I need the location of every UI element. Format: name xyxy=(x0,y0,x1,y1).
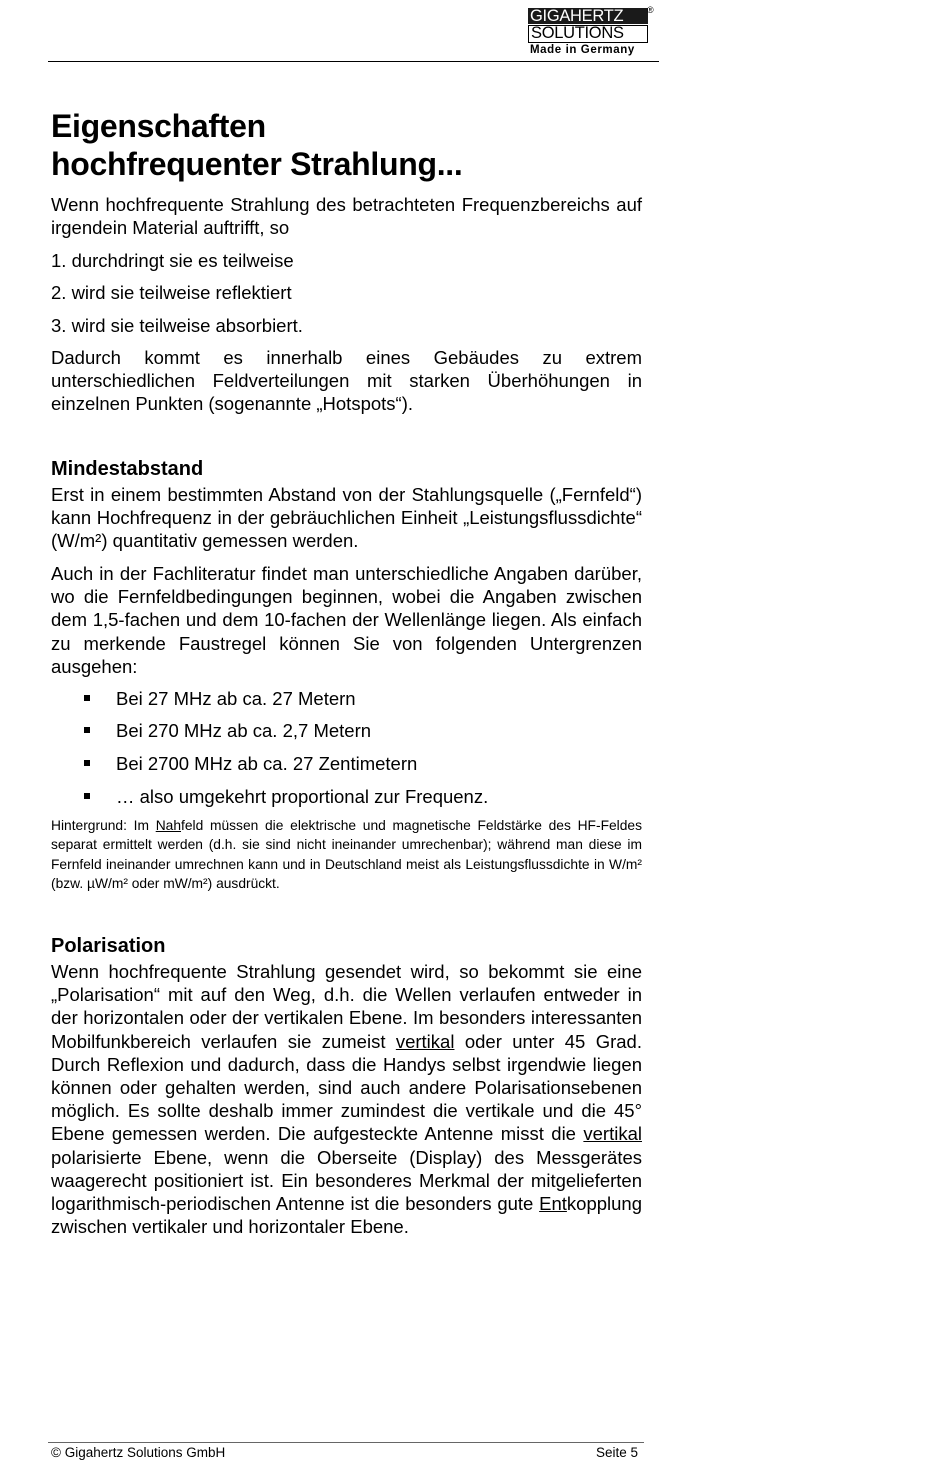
intro-conclusion: Dadurch kommt es innerhalb eines Gebäudes zu extrem unterschiedlichen Feldverteilungen mit starken Überhöhungen in einzelnen Punkten (sogenannte „Hotspots“). xyxy=(51,347,642,415)
page-title xyxy=(51,107,651,183)
background-note xyxy=(51,816,642,893)
intro-paragraph: Wenn hochfrequente Strahlung des betrachteten Frequenzbereichs auf irgendein Material auftrifft, so xyxy=(51,194,642,239)
registered-mark: ® xyxy=(647,5,654,15)
polarisation-text-3: polarisierte Ebene, wenn die Oberseite (Display) des Messgerätes waagerecht positioniert ist. Ein besonderes Merkmal der mitgelieferten logarithmisch-periodischen Antenne ist die besonders gute xyxy=(51,1146,642,1215)
logo-tagline: Made in Germany xyxy=(530,44,635,56)
background-note-text-b: feld müssen die elektrische und magnetische Feldstärke des HF-Feldes separat ermittelt werden (d.h. sie sind nicht ineinander umrechenbar); während man diese im Fernfeld ineinander umrechnen kann und in Deutschland meist als Leistungsflussdichte in W/m² (bzw. µW/m² oder mW/m²) ausdrückt. xyxy=(51,818,642,891)
intro-list-item-2: 2. wird sie teilweise reflektiert xyxy=(51,282,292,303)
distance-list-item-text: Bei 270 MHz ab ca. 2,7 Metern xyxy=(116,720,372,741)
distance-list-item-text: … also umgekehrt proportional zur Frequenz. xyxy=(116,786,489,807)
bullet-square-icon xyxy=(84,793,90,799)
footer-divider xyxy=(48,1442,644,1443)
intro-list-item-1: 1. durchdringt sie es teilweise xyxy=(51,250,294,271)
background-note-text-a: Hintergrund: Im xyxy=(51,818,156,833)
polarisation-text-2: oder unter 45 Grad. Durch Reflexion und dadurch, dass die Handys selbst irgendwie liegen können oder gehalten werden, sind auch andere Polarisationsebenen möglich. Es sollte deshalb immer zumindest die vertikale und die 45° Ebene gemessen werden. Die aufgesteckte Antenne misst die xyxy=(51,1030,642,1145)
mindestabstand-paragraph-1: Erst in einem bestimmten Abstand von der Stahlungsquelle („Fernfeld“) kann Hochfrequenz in der gebräuchlichen Einheit „Leistungsflussdichte“ (W/m²) quantitativ gemessen werden. xyxy=(51,484,642,552)
polarisation-underlined-3: Ent xyxy=(539,1193,567,1215)
bullet-square-icon xyxy=(84,695,90,701)
polarisation-text-4: kopplung zwischen vertikaler und horizontaler Ebene. xyxy=(51,1193,642,1238)
polarisation-text-1: Wenn hochfrequente Strahlung gesendet wird, so bekommt sie eine „Polarisation“ mit auf den Weg, d.h. die Wellen verlaufen entweder in der horizontalen oder der vertikalen Ebene. Im besonders interessanten Mobilfunkbereich verlaufen sie zumeist xyxy=(51,961,642,1052)
header-divider xyxy=(48,61,659,62)
distance-list-item-text: Bei 27 MHz ab ca. 27 Metern xyxy=(116,688,356,709)
mindestabstand-paragraph-2: Auch in der Fachliteratur findet man unterschiedliche Angaben darüber, wo die Fernfeldbedingungen beginnen, wobei die Angaben zwischen dem 1,5-fachen und dem 10-fachen der Wellenlänge liegen. Als einfach zu merkende Faustregel können Sie von folgenden Untergrenzen ausgehen: xyxy=(51,563,642,677)
distance-list-item-text: Bei 2700 MHz ab ca. 27 Zentimetern xyxy=(116,753,418,774)
background-note-underlined: Nah xyxy=(155,818,182,833)
company-logo xyxy=(528,5,654,58)
bullet-square-icon xyxy=(84,727,90,733)
polarisation-underlined-2: vertikal xyxy=(583,1123,642,1145)
page-title-line1: Eigenschaften xyxy=(51,108,266,144)
logo-text-solutions: SOLUTIONS xyxy=(528,25,648,43)
bullet-square-icon xyxy=(84,760,90,766)
intro-list-item-3: 3. wird sie teilweise absorbiert. xyxy=(51,315,303,336)
section-heading-polarisation: Polarisation xyxy=(51,935,166,957)
polarisation-underlined-1: vertikal xyxy=(395,1030,455,1052)
footer-copyright: © Gigahertz Solutions GmbH xyxy=(51,1445,226,1460)
page-title-line2: hochfrequenter Strahlung... xyxy=(51,146,463,182)
logo-text-gigahertz: GIGAHERTZ xyxy=(528,8,648,24)
footer-page-number: Seite 5 xyxy=(595,1445,638,1460)
polarisation-paragraph xyxy=(51,960,642,1238)
section-heading-mindestabstand: Mindestabstand xyxy=(51,458,204,480)
